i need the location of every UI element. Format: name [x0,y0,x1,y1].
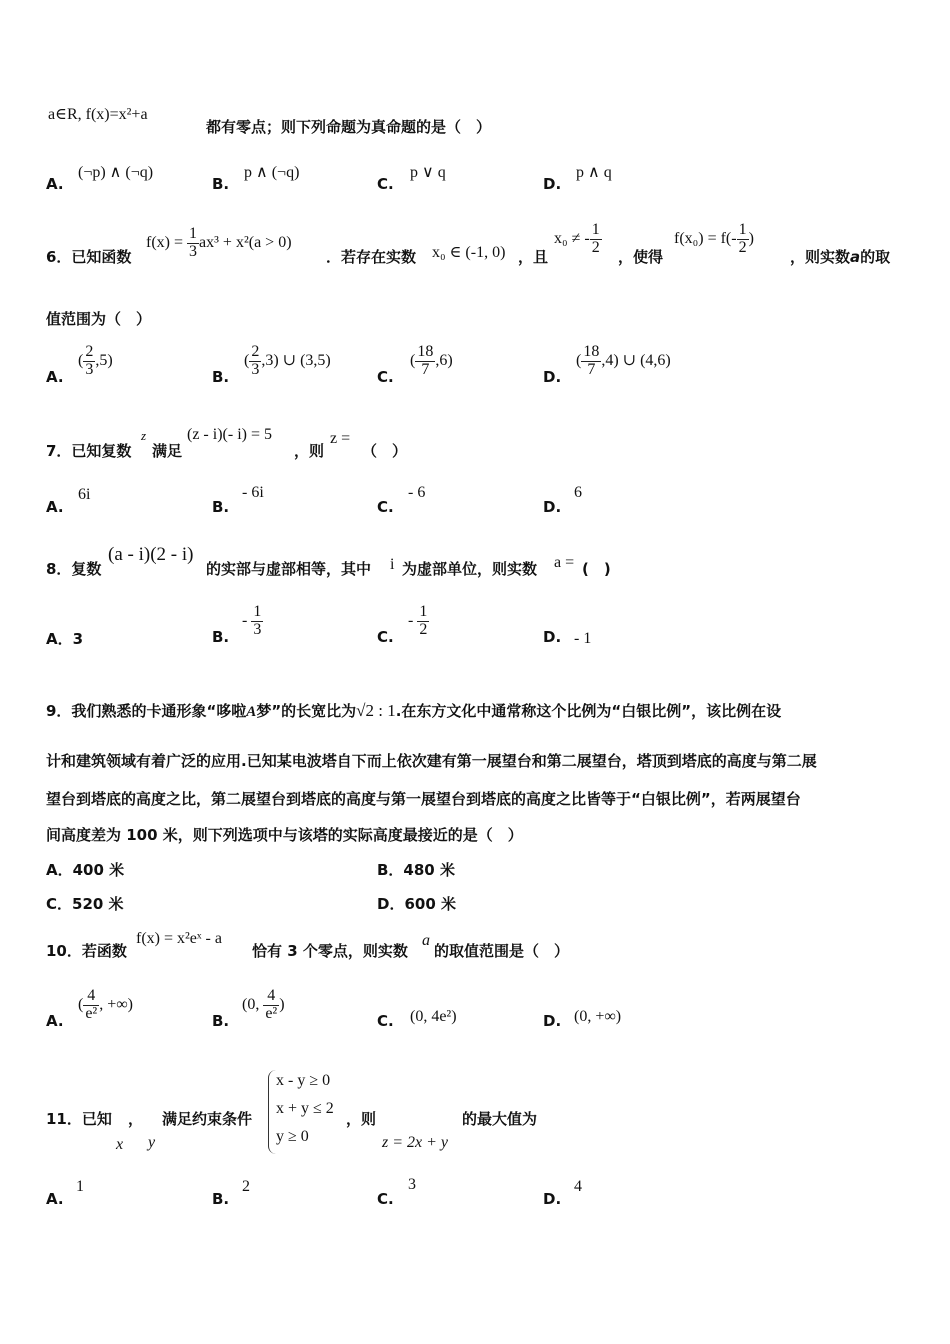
q8-a: a = [554,554,575,571]
q7-option-a: 6i [78,486,91,503]
q11-x: x [116,1136,124,1153]
q7-equation: (z - i)(- i) = 5 [187,426,272,443]
q11-option-c: 3 [408,1176,416,1193]
q6-option-d-label[interactable]: D. [543,368,562,386]
q7-option-a-label[interactable]: A. [46,498,64,516]
q10-text-2: 的取值范围是（ ） [434,942,570,960]
q10-function: f(x) = x²eˣ - a [136,930,222,947]
q9-line1: 9．我们熟悉的卡通形象“哆啦A梦”的长宽比为√2 : 1.在东方文化中通常称这个比例为“白银比例”，该比例在设 [46,701,782,720]
q7-number: 7．已知复数 [46,442,132,460]
q8-option-d-label[interactable]: D. [543,628,562,646]
q6-option-c-label[interactable]: C. [377,368,394,386]
q8-option-b: - $\frac{1}{3}$ [242,603,262,638]
q11-option-a-label[interactable]: A. [46,1190,64,1208]
q8-text-1: 的实部与虚部相等，其中 [206,560,372,578]
q6-function: f(x) = $\frac{1}{3}$ ax³ + x²(a > 0) [146,225,292,260]
q7-text-1: 满足 [152,442,183,460]
q11-constraint-1: x - y ≥ 0 [276,1072,331,1089]
q10-option-c: (0, 4e²) [410,1008,457,1025]
q7-option-c-label[interactable]: C. [377,498,394,516]
q7-text-2: ，则 [294,442,325,460]
q6-text-4: ，则实数a的取 [790,248,891,266]
q11-option-d: 4 [574,1178,582,1195]
q10-option-a-label[interactable]: A. [46,1012,64,1030]
q6-option-b-label[interactable]: B. [212,368,230,386]
q11-y: y [148,1134,156,1151]
q7-z: z [141,428,147,443]
q5-text: 都有零点；则下列命题为真命题的是（ ） [206,118,492,136]
q6-text-3: ，使得 [618,248,664,266]
q6-option-d: ( $\frac{18}{7}$ ,4) ∪ (4,6) [576,343,671,378]
q7-option-b: - 6i [242,484,264,501]
q9-option-d[interactable]: D．600 米 [377,895,456,913]
q6-text-1: ．若存在实数 [326,248,417,266]
q11-option-d-label[interactable]: D. [543,1190,562,1208]
q10-option-c-label[interactable]: C. [377,1012,394,1030]
q8-option-b-label[interactable]: B. [212,628,230,646]
q5-option-d: p ∧ q [576,164,612,181]
q10-option-b: (0, $\frac{4}{\text{e²}}$ ) [242,987,285,1022]
q11-option-c-label[interactable]: C. [377,1190,394,1208]
q11-option-b: 2 [242,1178,250,1195]
q7-option-d-label[interactable]: D. [543,498,562,516]
q8-expression: (a - i)(2 - i) [108,544,194,565]
q9-line4: 间高度差为 100 米，则下列选项中与该塔的实际高度最接近的是（ ） [46,826,523,844]
q6-number: 6．已知函数 [46,248,132,266]
q10-number: 10．若函数 [46,942,127,960]
q6-option-c: ( $\frac{18}{7}$ ,6) [410,343,453,378]
q11-constraint-3: y ≥ 0 [276,1128,309,1145]
q5-option-b: p ∧ (¬q) [244,164,300,181]
q10-option-b-label[interactable]: B. [212,1012,230,1030]
q5-option-d-label[interactable]: D. [543,175,562,193]
q5-option-c: p ∨ q [410,164,446,181]
q7-text-3: （ ） [362,442,408,460]
q11-option-b-label[interactable]: B. [212,1190,230,1208]
q10-option-d: (0, +∞) [574,1008,622,1025]
q9-line3: 望台到塔底的高度之比，第二展望台到塔底的高度与第一展望台到塔底的高度之比皆等于“白银比例”，若两展望台 [46,790,801,808]
q5-option-a-label[interactable]: A. [46,175,64,193]
q11-objective: z = 2x + y [382,1134,449,1151]
q9-line2: 计和建筑领域有着广泛的应用.已知某电波塔自下而上依次建有第一展望台和第二展望台，塔顶到塔底的高度与第二展 [46,752,817,770]
q9-option-c[interactable]: C．520 米 [46,895,124,913]
q6-x0-range: x₀ ∈ (-1, 0) [432,244,506,261]
q11-text-2: ，则 [346,1110,377,1128]
q6-x0-not-equal: x₀ ≠ - $\frac{1}{2}$ [554,221,600,256]
q11-constraint-2: x + y ≤ 2 [276,1100,334,1117]
q11-text-1: 满足约束条件 [162,1110,253,1128]
q5-option-a: (¬p) ∧ (¬q) [78,164,154,181]
q5-condition: a∈R, f(x)=x²+a [48,106,148,123]
q9-option-a[interactable]: A．400 米 [46,861,125,879]
q8-i: i [390,556,395,573]
q8-text-3: ( ) [582,560,611,578]
q8-option-a-label[interactable]: A．3 [46,630,84,648]
q7-option-b-label[interactable]: B. [212,498,230,516]
q10-option-d-label[interactable]: D. [543,1012,562,1030]
q8-text-2: 为虚部单位，则实数 [402,560,538,578]
q6-option-b: ( $\frac{2}{3}$ ,3) ∪ (3,5) [244,343,331,378]
q10-option-a: ( $\frac{4}{\text{e²}}$ , +∞) [78,987,133,1022]
q9-option-b[interactable]: B．480 米 [377,861,455,879]
q11-text-3: 的最大值为 [462,1110,538,1128]
q7-ask: z = [330,430,351,447]
q7-option-d: 6 [574,484,582,501]
q8-option-d: - 1 [574,630,592,647]
q5-option-c-label[interactable]: C. [377,175,394,193]
q11-option-a: 1 [76,1178,84,1195]
q6-text-line2: 值范围为（ ） [46,310,152,328]
q10-text-1: 恰有 3 个零点，则实数 [252,942,408,960]
q8-option-c: - $\frac{1}{2}$ [408,603,428,638]
q5-option-b-label[interactable]: B. [212,175,230,193]
q6-equation: f(x₀) = f(- $\frac{1}{2}$ ) [674,221,754,256]
q11-separator: ， [128,1110,144,1128]
q8-option-c-label[interactable]: C. [377,628,394,646]
q7-option-c: - 6 [408,484,426,501]
q6-option-a-label[interactable]: A. [46,368,64,386]
q10-a: a [422,932,430,949]
q6-text-2: ，且 [518,248,549,266]
q11-number: 11．已知 [46,1110,112,1128]
q6-option-a: ( $\frac{2}{3}$ ,5) [78,343,113,378]
q8-number: 8．复数 [46,560,102,578]
